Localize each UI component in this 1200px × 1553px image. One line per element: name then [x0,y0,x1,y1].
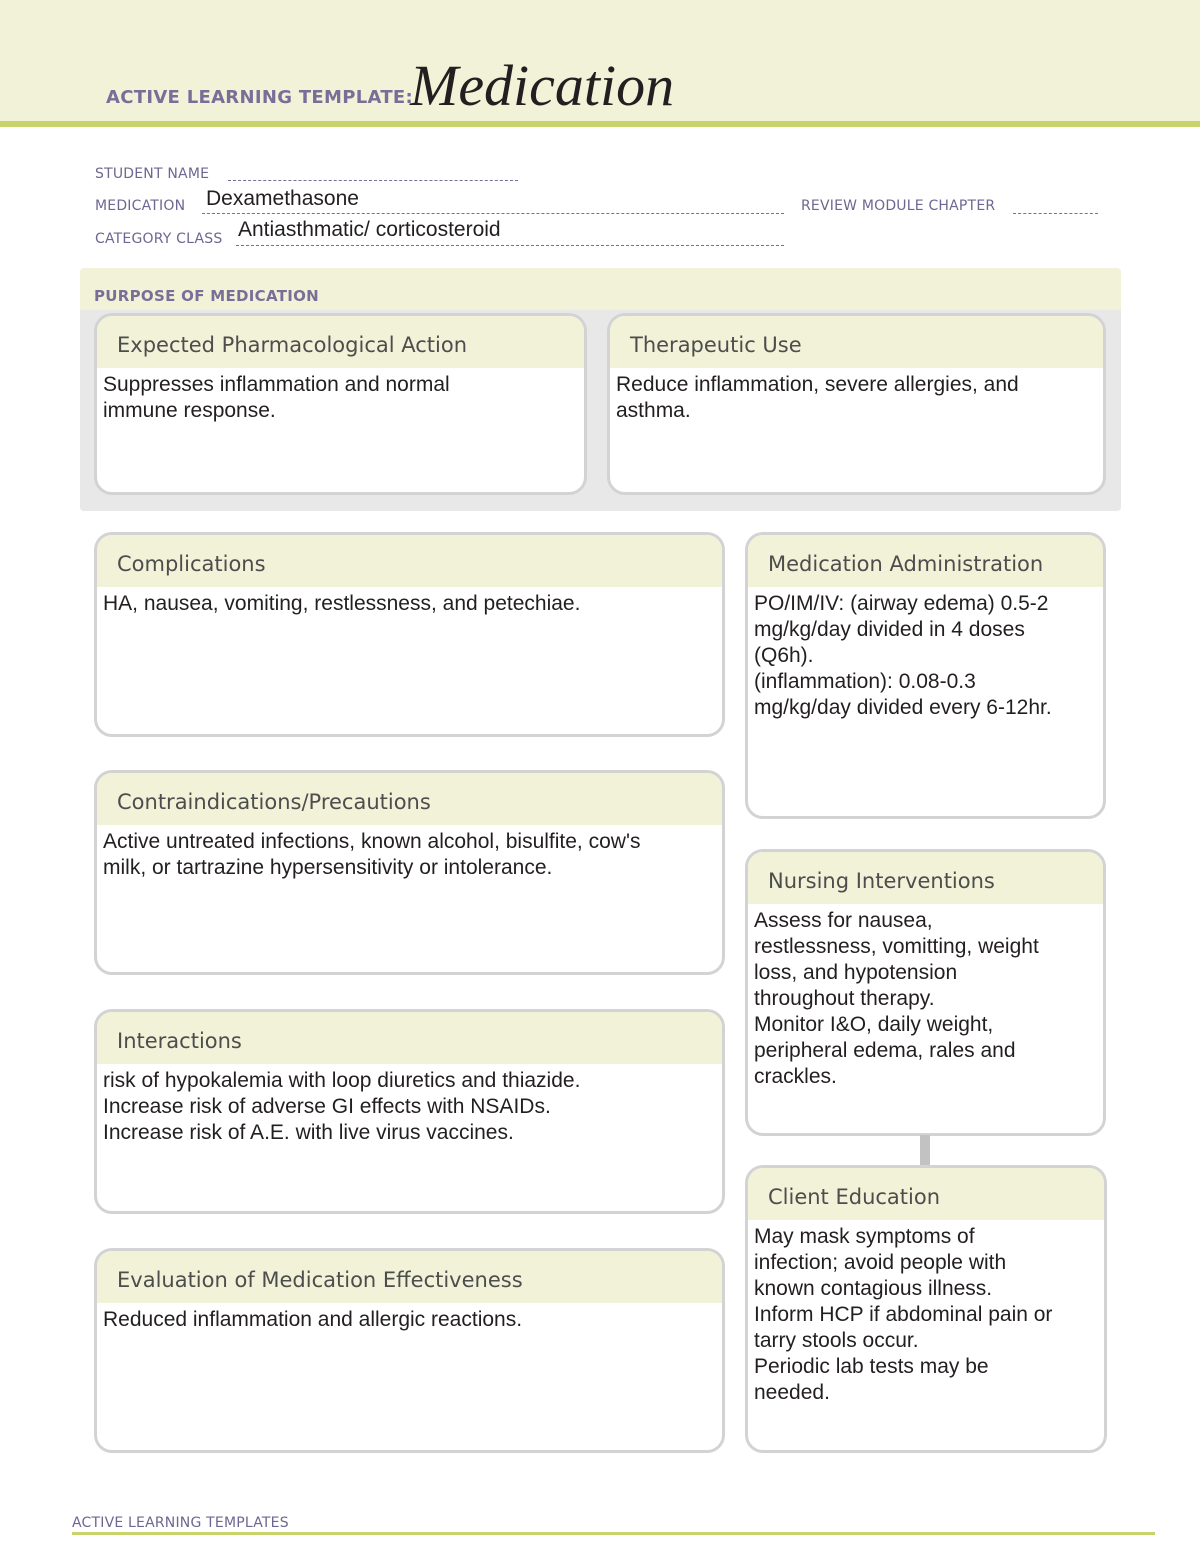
interactions-card [94,1009,725,1214]
student-name-line[interactable] [228,180,518,181]
header-rule [0,121,1200,127]
therapeutic-use-card [607,313,1106,495]
evaluation-card [94,1248,725,1453]
review-module-label: REVIEW MODULE CHAPTER [801,198,996,214]
evaluation-body[interactable]: Reduced inflammation and allergic reactions. [103,1308,523,1331]
category-class-label: CATEGORY CLASS [95,231,223,247]
medication-label: MEDICATION [95,198,186,214]
nursing-interventions-body[interactable]: Assess for nausea, restlessness, vomitting, weight loss, and hypotension throughout therapy. Monitor I&O, daily weight, peripheral edema, rales and crackles. [754,909,1039,1088]
medication-administration-card [745,532,1106,819]
review-module-line[interactable] [1013,213,1098,214]
footer-text: ACTIVE LEARNING TEMPLATES [72,1515,289,1531]
template-label: ACTIVE LEARNING TEMPLATE: [106,87,413,108]
category-class-line[interactable] [236,245,784,246]
medication-line[interactable] [202,213,784,214]
expected-action-body[interactable]: Suppresses inflammation and normal immune response. [103,373,450,422]
category-class-value[interactable]: Antiasthmatic/ corticosteroid [238,218,501,241]
client-education-body[interactable]: May mask symptoms of infection; avoid people with known contagious illness. Inform HCP if abdominal pain or tarry stools occur. Periodic lab tests may be needed. [754,1225,1053,1404]
complications-card [94,532,725,737]
student-name-label: STUDENT NAME [95,166,210,182]
medication-value[interactable]: Dexamethasone [206,187,359,210]
connector-bar [920,1135,930,1167]
interactions-title: Interactions [97,1012,722,1064]
nursing-interventions-card [745,849,1106,1136]
complications-title: Complications [97,535,722,587]
contraindications-title: Contraindications/Precautions [97,773,722,825]
complications-body[interactable]: HA, nausea, vomiting, restlessness, and petechiae. [103,592,581,615]
contraindications-card [94,770,725,975]
therapeutic-use-body[interactable]: Reduce inflammation, severe allergies, and asthma. [616,373,1019,422]
medication-administration-body[interactable]: PO/IM/IV: (airway edema) 0.5-2 mg/kg/day divided in 4 doses (Q6h). (inflammation): 0.08-0.3 mg/kg/day divided every 6-12hr. [754,592,1052,719]
nursing-interventions-title: Nursing Interventions [748,852,1103,904]
expected-action-card [94,313,587,495]
purpose-title: PURPOSE OF MEDICATION [94,287,320,305]
client-education-card [745,1165,1107,1453]
expected-action-title: Expected Pharmacological Action [97,316,584,368]
medication-administration-title: Medication Administration [748,535,1103,587]
page-title: Medication [410,53,675,118]
client-education-title: Client Education [748,1168,1104,1220]
therapeutic-use-title: Therapeutic Use [610,316,1103,368]
contraindications-body[interactable]: Active untreated infections, known alcohol, bisulfite, cow's milk, or tartrazine hypersensitivity or intolerance. [103,830,641,879]
footer-rule [72,1532,1155,1535]
evaluation-title: Evaluation of Medication Effectiveness [97,1251,722,1303]
interactions-body[interactable]: risk of hypokalemia with loop diuretics and thiazide. Increase risk of adverse GI effects with NSAIDs. Increase risk of A.E. with live virus vaccines. [103,1069,581,1144]
